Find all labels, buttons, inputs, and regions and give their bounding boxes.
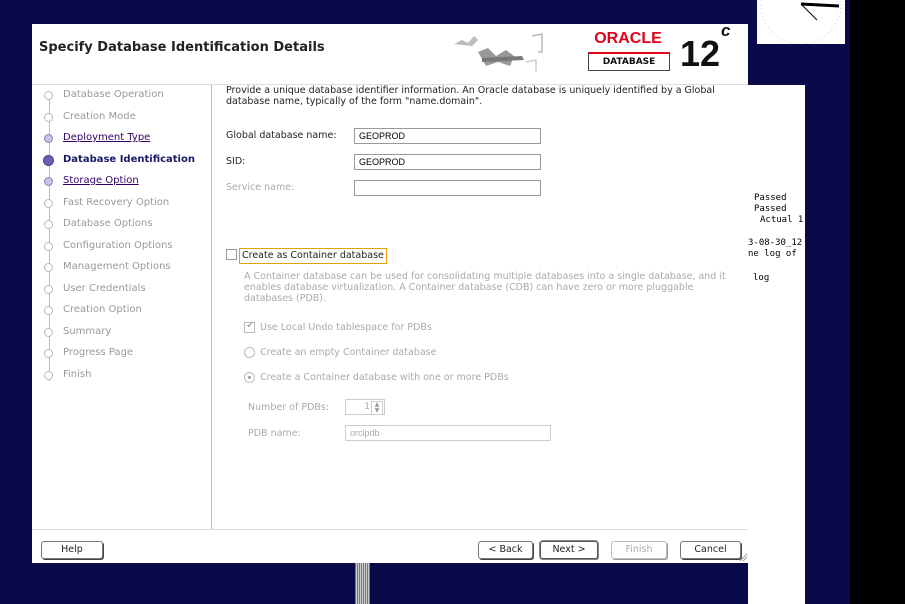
decorative-graphic-icon <box>452 26 562 78</box>
step-dot-icon <box>44 306 53 315</box>
nav-item-label: Database Identification <box>63 153 195 165</box>
nav-item-label: Database Operation <box>63 89 164 100</box>
sid-label: SID: <box>226 156 246 167</box>
nav-item-label[interactable]: Deployment Type <box>63 132 151 143</box>
num-pdbs-stepper[interactable] <box>345 399 385 415</box>
nav-item-fast-recovery-option <box>32 194 211 212</box>
nav-item-label: Finish <box>63 368 92 380</box>
nav-item-label: Creation Mode <box>63 110 136 122</box>
nav-item-creation-option <box>32 301 211 319</box>
local-undo-label: Use Local Undo tablespace for PDBs <box>260 322 432 333</box>
nav-item-label: Configuration Options <box>63 239 173 251</box>
empty-container-radio[interactable] <box>244 347 255 358</box>
identification-description: Provide a unique database identifier information. An Oracle database is uniquely identified by a Global database name, typically of the form "name.domain". <box>226 85 715 107</box>
nav-item-database-options <box>32 215 211 233</box>
nav-item-label: Creation Option <box>63 304 142 315</box>
container-db-checkbox-label[interactable]: Create as Container database <box>239 248 387 264</box>
steps-navigation <box>32 85 212 529</box>
step-dot-current-icon <box>43 155 54 166</box>
radio-selected-dot <box>248 376 251 379</box>
background-desktop-strip <box>850 0 905 604</box>
step-dot-icon <box>44 113 53 122</box>
nav-item-label: Management Options <box>63 261 171 272</box>
nav-item-database-operation <box>32 86 211 104</box>
nav-item-deployment-type[interactable] <box>32 129 211 147</box>
nav-item-label: Progress Page <box>63 347 134 358</box>
dialog-header <box>32 21 748 85</box>
checkmark-icon: ✓ <box>246 320 255 331</box>
nav-item-summary <box>32 323 211 341</box>
nav-item-creation-mode <box>32 108 211 126</box>
background-scrollbar <box>355 563 370 604</box>
back-button[interactable]: < Back <box>478 541 533 559</box>
container-db-checkbox[interactable] <box>226 249 237 260</box>
sid-input[interactable] <box>354 154 541 170</box>
local-undo-checkbox[interactable] <box>244 322 255 333</box>
container-with-pdbs-radio[interactable] <box>244 372 255 383</box>
terminal-line: 3-08-30_12 <box>748 238 803 248</box>
nav-item-management-options <box>32 258 211 276</box>
background-terminal <box>748 85 805 604</box>
step-dot-icon <box>44 285 53 294</box>
nav-item-user-credentials <box>32 280 211 298</box>
nav-item-storage-option[interactable] <box>32 172 211 190</box>
oracle-wordmark: ORACLE <box>594 30 662 47</box>
nav-item-label: Summary <box>63 325 112 337</box>
nav-item-label: Database Options <box>63 218 153 229</box>
help-button[interactable]: Help <box>41 541 103 559</box>
pdb-name-label: PDB name: <box>248 428 301 439</box>
step-dot-icon <box>44 91 53 100</box>
service-name-input[interactable] <box>354 180 541 196</box>
nav-item-configuration-options <box>32 237 211 255</box>
terminal-line: Passed <box>754 204 787 214</box>
step-dot-icon <box>44 242 53 251</box>
page-title: Specify Database Identification Details <box>39 40 325 55</box>
installer-dialog <box>32 21 748 563</box>
num-pdbs-label: Number of PDBs: <box>248 402 330 413</box>
terminal-line: Passed <box>754 193 787 203</box>
global-db-name-label: Global database name: <box>226 130 337 141</box>
version-logo <box>680 21 731 74</box>
service-name-label: Service name: <box>226 182 295 193</box>
container-description: A Container database can be used for consolidating multiple databases into a single database, and it enables database virtualization. A Container database (CDB) can have zero or more pluggable databases (PDB). <box>244 271 726 304</box>
num-pdbs-value: 1 <box>364 402 370 412</box>
pdb-name-input[interactable] <box>345 425 551 441</box>
terminal-line: Actual 1 <box>760 215 804 225</box>
version-number: 12 <box>680 33 721 74</box>
nav-item-finish <box>32 366 211 384</box>
step-dot-icon <box>44 220 53 229</box>
step-dot-icon <box>44 263 53 272</box>
nav-item-label: Fast Recovery Option <box>63 196 170 208</box>
nav-item-progress-page <box>32 344 211 362</box>
stepper-arrows-icon[interactable]: ▲ ▼ <box>371 401 383 415</box>
step-dot-icon <box>44 177 53 186</box>
cancel-button[interactable]: Cancel <box>680 541 741 559</box>
step-dot-icon <box>44 134 53 143</box>
next-button[interactable]: Next > <box>540 541 598 559</box>
container-with-pdbs-label: Create a Container database with one or more PDBs <box>260 372 509 383</box>
empty-container-label: Create an empty Container database <box>260 347 437 358</box>
step-dot-icon <box>44 371 53 380</box>
nav-item-label: User Credentials <box>63 282 146 294</box>
nav-item-label[interactable]: Storage Option <box>63 175 139 186</box>
terminal-line: ne log of <box>748 249 797 259</box>
global-db-name-input[interactable] <box>354 128 541 144</box>
clock-widget <box>757 0 845 44</box>
dialog-footer <box>32 529 748 564</box>
step-dot-icon <box>44 199 53 208</box>
terminal-line: log <box>753 273 770 283</box>
finish-button[interactable]: Finish <box>611 541 667 559</box>
main-content <box>212 85 748 529</box>
oracle-logo <box>580 30 676 70</box>
nav-item-database-identification <box>32 151 211 169</box>
resize-grip-icon[interactable] <box>738 552 748 562</box>
oracle-database-label: DATABASE <box>588 52 670 71</box>
version-suffix: c <box>721 21 731 40</box>
step-dot-icon <box>44 328 53 337</box>
step-dot-icon <box>44 349 53 358</box>
